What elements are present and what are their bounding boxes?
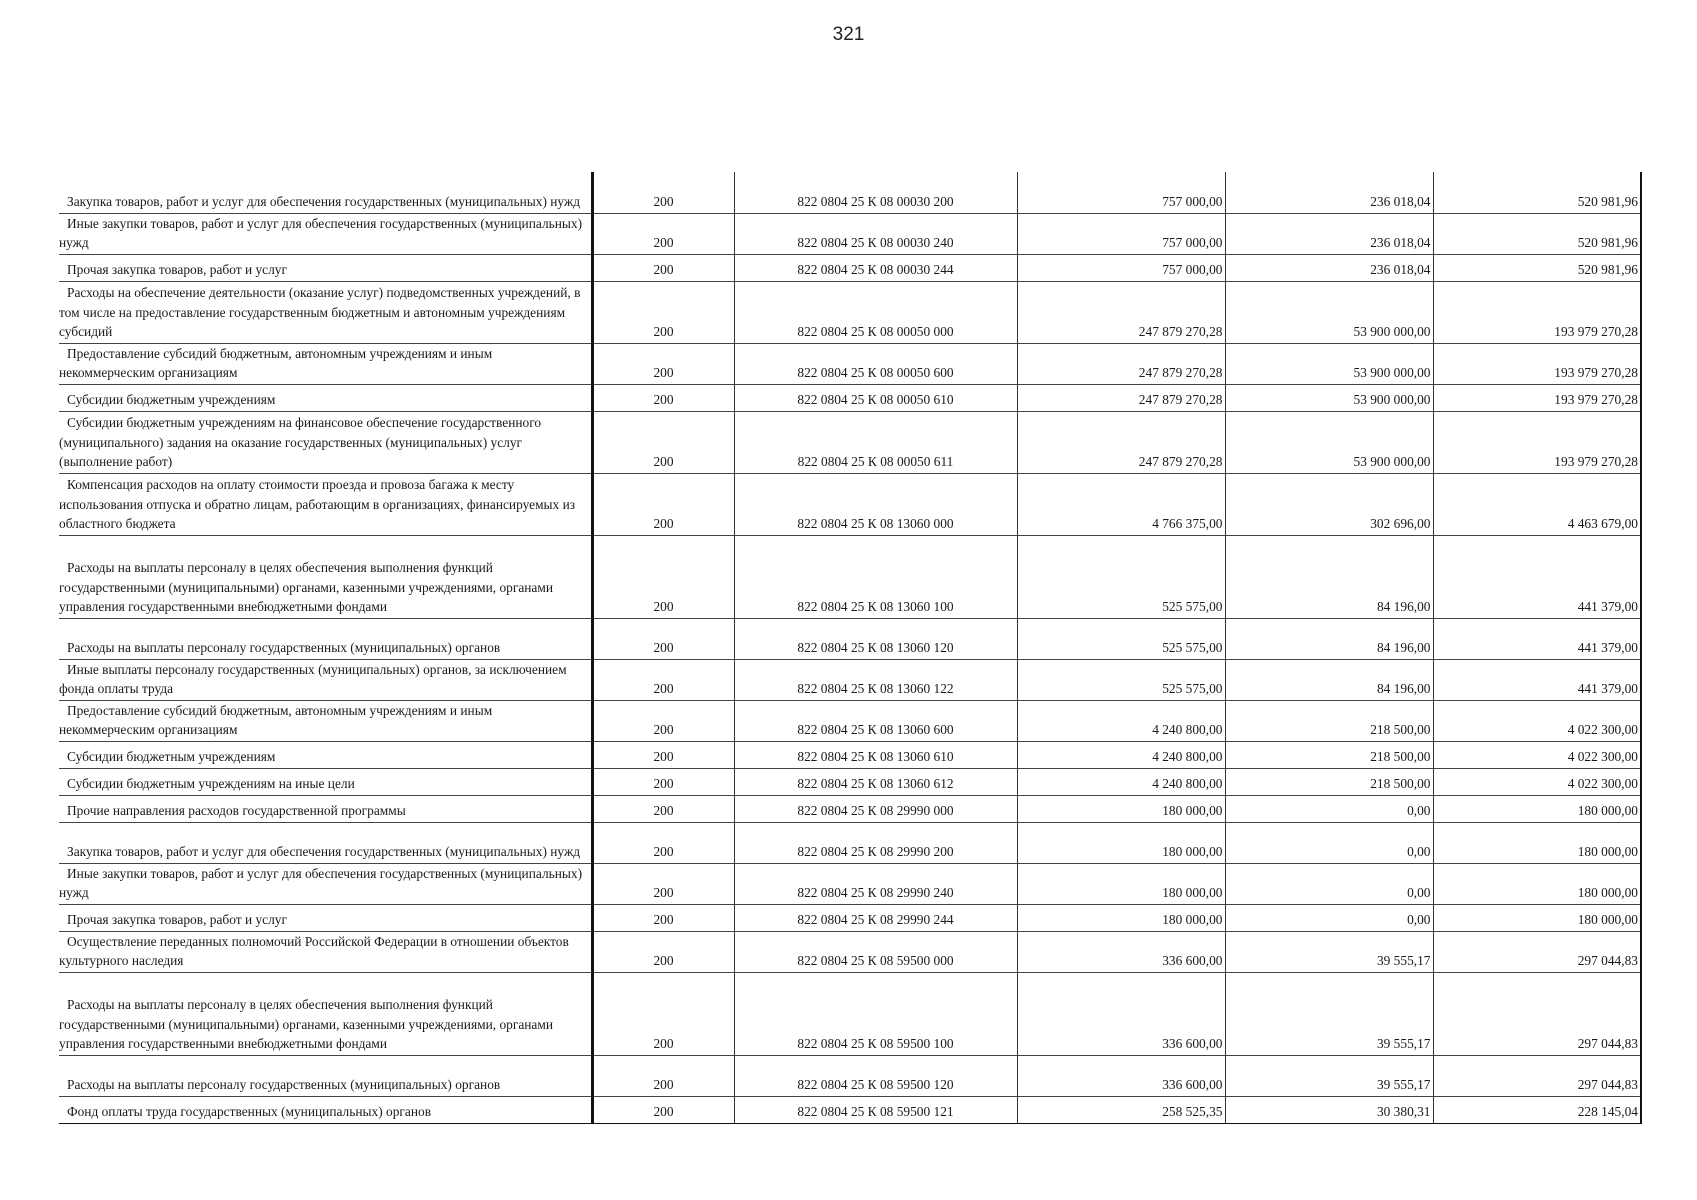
row-approved-cell: 180 000,00 xyxy=(1017,822,1225,863)
row-kbk-cell: 822 0804 25 К 08 29990 000 xyxy=(734,795,1017,822)
row-unexecuted-cell: 297 044,83 xyxy=(1433,931,1641,972)
table-row xyxy=(59,904,1641,931)
row-kbk-cell: 822 0804 25 К 08 00050 611 xyxy=(734,411,1017,473)
row-code-cell: 200 xyxy=(592,172,734,213)
row-approved-cell: 525 575,00 xyxy=(1017,659,1225,700)
row-code-cell: 200 xyxy=(592,384,734,411)
row-unexecuted-cell: 297 044,83 xyxy=(1433,1055,1641,1096)
row-name-cell: Субсидии бюджетным учреждениям xyxy=(59,384,592,411)
row-executed-cell: 0,00 xyxy=(1225,822,1433,863)
row-code-cell: 200 xyxy=(592,1096,734,1123)
row-executed-cell: 236 018,04 xyxy=(1225,172,1433,213)
row-unexecuted-cell: 520 981,96 xyxy=(1433,254,1641,281)
row-executed-cell: 53 900 000,00 xyxy=(1225,384,1433,411)
row-approved-cell: 247 879 270,28 xyxy=(1017,411,1225,473)
table-row xyxy=(59,254,1641,281)
row-executed-cell: 53 900 000,00 xyxy=(1225,281,1433,343)
budget-execution-table xyxy=(59,172,1642,1124)
row-code-cell: 200 xyxy=(592,281,734,343)
row-approved-cell: 336 600,00 xyxy=(1017,1055,1225,1096)
row-name-cell: Расходы на выплаты персоналу государственных (муниципальных) органов xyxy=(59,618,592,659)
row-unexecuted-cell: 4 022 300,00 xyxy=(1433,768,1641,795)
row-code-cell: 200 xyxy=(592,473,734,535)
table-row xyxy=(59,741,1641,768)
row-code-cell: 200 xyxy=(592,863,734,904)
row-kbk-cell: 822 0804 25 К 08 59500 121 xyxy=(734,1096,1017,1123)
row-code-cell: 200 xyxy=(592,768,734,795)
row-executed-cell: 0,00 xyxy=(1225,904,1433,931)
row-code-cell: 200 xyxy=(592,972,734,1055)
row-code-cell: 200 xyxy=(592,213,734,254)
row-kbk-cell: 822 0804 25 К 08 13060 122 xyxy=(734,659,1017,700)
row-code-cell: 200 xyxy=(592,254,734,281)
row-approved-cell: 247 879 270,28 xyxy=(1017,384,1225,411)
row-kbk-cell: 822 0804 25 К 08 13060 610 xyxy=(734,741,1017,768)
row-approved-cell: 757 000,00 xyxy=(1017,254,1225,281)
row-executed-cell: 218 500,00 xyxy=(1225,700,1433,741)
row-name-cell: Расходы на выплаты персоналу государственных (муниципальных) органов xyxy=(59,1055,592,1096)
table-row xyxy=(59,1055,1641,1096)
table-row xyxy=(59,343,1641,384)
page-number: 321 xyxy=(832,24,865,45)
row-unexecuted-cell: 441 379,00 xyxy=(1433,659,1641,700)
table-row xyxy=(59,473,1641,535)
row-approved-cell: 4 240 800,00 xyxy=(1017,700,1225,741)
row-approved-cell: 247 879 270,28 xyxy=(1017,343,1225,384)
row-code-cell: 200 xyxy=(592,931,734,972)
row-approved-cell: 180 000,00 xyxy=(1017,904,1225,931)
row-kbk-cell: 822 0804 25 К 08 13060 000 xyxy=(734,473,1017,535)
row-name-cell: Предоставление субсидий бюджетным, автономным учреждениям и иным некоммерческим организациям xyxy=(59,700,592,741)
row-name-cell: Иные закупки товаров, работ и услуг для обеспечения государственных (муниципальных) нужд xyxy=(59,213,592,254)
row-approved-cell: 4 240 800,00 xyxy=(1017,741,1225,768)
row-kbk-cell: 822 0804 25 К 08 00050 610 xyxy=(734,384,1017,411)
row-executed-cell: 0,00 xyxy=(1225,863,1433,904)
table-row xyxy=(59,281,1641,343)
table-row xyxy=(59,213,1641,254)
row-approved-cell: 247 879 270,28 xyxy=(1017,281,1225,343)
row-kbk-cell: 822 0804 25 К 08 29990 244 xyxy=(734,904,1017,931)
row-approved-cell: 525 575,00 xyxy=(1017,618,1225,659)
row-name-cell: Прочая закупка товаров, работ и услуг xyxy=(59,904,592,931)
row-unexecuted-cell: 193 979 270,28 xyxy=(1433,411,1641,473)
row-code-cell: 200 xyxy=(592,343,734,384)
row-unexecuted-cell: 297 044,83 xyxy=(1433,972,1641,1055)
row-unexecuted-cell: 180 000,00 xyxy=(1433,904,1641,931)
row-unexecuted-cell: 180 000,00 xyxy=(1433,795,1641,822)
row-unexecuted-cell: 4 022 300,00 xyxy=(1433,700,1641,741)
table-row xyxy=(59,535,1641,618)
row-unexecuted-cell: 193 979 270,28 xyxy=(1433,281,1641,343)
row-kbk-cell: 822 0804 25 К 08 13060 120 xyxy=(734,618,1017,659)
row-name-cell: Иные выплаты персоналу государственных (муниципальных) органов, за исключением фонда оплаты труда xyxy=(59,659,592,700)
row-code-cell: 200 xyxy=(592,822,734,863)
row-unexecuted-cell: 228 145,04 xyxy=(1433,1096,1641,1123)
row-approved-cell: 180 000,00 xyxy=(1017,795,1225,822)
row-executed-cell: 236 018,04 xyxy=(1225,254,1433,281)
row-kbk-cell: 822 0804 25 К 08 00050 600 xyxy=(734,343,1017,384)
row-code-cell: 200 xyxy=(592,700,734,741)
table-body xyxy=(59,172,1641,1123)
table-row xyxy=(59,972,1641,1055)
table-row xyxy=(59,863,1641,904)
row-executed-cell: 84 196,00 xyxy=(1225,618,1433,659)
row-name-cell: Закупка товаров, работ и услуг для обеспечения государственных (муниципальных) нужд xyxy=(59,822,592,863)
table-row xyxy=(59,768,1641,795)
row-name-cell: Иные закупки товаров, работ и услуг для обеспечения государственных (муниципальных) нужд xyxy=(59,863,592,904)
row-approved-cell: 525 575,00 xyxy=(1017,535,1225,618)
row-approved-cell: 4 766 375,00 xyxy=(1017,473,1225,535)
row-kbk-cell: 822 0804 25 К 08 00050 000 xyxy=(734,281,1017,343)
row-executed-cell: 39 555,17 xyxy=(1225,931,1433,972)
table-row xyxy=(59,931,1641,972)
row-code-cell: 200 xyxy=(592,535,734,618)
row-executed-cell: 39 555,17 xyxy=(1225,972,1433,1055)
row-approved-cell: 757 000,00 xyxy=(1017,213,1225,254)
row-name-cell: Расходы на обеспечение деятельности (оказание услуг) подведомственных учреждений, в том числе на предоставление государственным бюджетным и автономным учреждениям субсидий xyxy=(59,281,592,343)
row-name-cell: Прочая закупка товаров, работ и услуг xyxy=(59,254,592,281)
table-row xyxy=(59,172,1641,213)
row-kbk-cell: 822 0804 25 К 08 13060 100 xyxy=(734,535,1017,618)
row-name-cell: Прочие направления расходов государственной программы xyxy=(59,795,592,822)
row-code-cell: 200 xyxy=(592,618,734,659)
row-unexecuted-cell: 4 463 679,00 xyxy=(1433,473,1641,535)
row-name-cell: Субсидии бюджетным учреждениям xyxy=(59,741,592,768)
row-approved-cell: 258 525,35 xyxy=(1017,1096,1225,1123)
table-row xyxy=(59,618,1641,659)
row-executed-cell: 218 500,00 xyxy=(1225,741,1433,768)
row-unexecuted-cell: 180 000,00 xyxy=(1433,822,1641,863)
row-name-cell: Субсидии бюджетным учреждениям на иные цели xyxy=(59,768,592,795)
row-name-cell: Расходы на выплаты персоналу в целях обеспечения выполнения функций государственными (муниципальными) органами, казенными учреждениями, органами управления государственными внебюджетными фондами xyxy=(59,535,592,618)
table-row xyxy=(59,795,1641,822)
row-approved-cell: 180 000,00 xyxy=(1017,863,1225,904)
row-code-cell: 200 xyxy=(592,904,734,931)
row-code-cell: 200 xyxy=(592,1055,734,1096)
row-code-cell: 200 xyxy=(592,741,734,768)
row-approved-cell: 336 600,00 xyxy=(1017,931,1225,972)
row-executed-cell: 84 196,00 xyxy=(1225,659,1433,700)
row-executed-cell: 53 900 000,00 xyxy=(1225,343,1433,384)
row-code-cell: 200 xyxy=(592,795,734,822)
row-executed-cell: 53 900 000,00 xyxy=(1225,411,1433,473)
row-kbk-cell: 822 0804 25 К 08 13060 612 xyxy=(734,768,1017,795)
row-executed-cell: 39 555,17 xyxy=(1225,1055,1433,1096)
row-kbk-cell: 822 0804 25 К 08 29990 240 xyxy=(734,863,1017,904)
row-name-cell: Расходы на выплаты персоналу в целях обеспечения выполнения функций государственными (муниципальными) органами, казенными учреждениями, органами управления государственными внебюджетными фондами xyxy=(59,972,592,1055)
row-executed-cell: 30 380,31 xyxy=(1225,1096,1433,1123)
table-row xyxy=(59,411,1641,473)
row-approved-cell: 4 240 800,00 xyxy=(1017,768,1225,795)
row-kbk-cell: 822 0804 25 К 08 59500 100 xyxy=(734,972,1017,1055)
row-unexecuted-cell: 193 979 270,28 xyxy=(1433,343,1641,384)
row-executed-cell: 236 018,04 xyxy=(1225,213,1433,254)
row-name-cell: Компенсация расходов на оплату стоимости проезда и провоза багажа к месту использования отпуска и обратно лицам, работающим в организациях, финансируемых из областного бюджета xyxy=(59,473,592,535)
row-code-cell: 200 xyxy=(592,411,734,473)
row-name-cell: Закупка товаров, работ и услуг для обеспечения государственных (муниципальных) нужд xyxy=(59,172,592,213)
row-name-cell: Предоставление субсидий бюджетным, автономным учреждениям и иным некоммерческим организациям xyxy=(59,343,592,384)
row-name-cell: Осуществление переданных полномочий Российской Федерации в отношении объектов культурного наследия xyxy=(59,931,592,972)
row-approved-cell: 757 000,00 xyxy=(1017,172,1225,213)
row-unexecuted-cell: 520 981,96 xyxy=(1433,172,1641,213)
row-kbk-cell: 822 0804 25 К 08 59500 120 xyxy=(734,1055,1017,1096)
row-unexecuted-cell: 441 379,00 xyxy=(1433,535,1641,618)
row-name-cell: Фонд оплаты труда государственных (муниципальных) органов xyxy=(59,1096,592,1123)
row-kbk-cell: 822 0804 25 К 08 00030 240 xyxy=(734,213,1017,254)
row-kbk-cell: 822 0804 25 К 08 59500 000 xyxy=(734,931,1017,972)
row-unexecuted-cell: 4 022 300,00 xyxy=(1433,741,1641,768)
row-executed-cell: 84 196,00 xyxy=(1225,535,1433,618)
row-kbk-cell: 822 0804 25 К 08 29990 200 xyxy=(734,822,1017,863)
table-row xyxy=(59,659,1641,700)
row-unexecuted-cell: 193 979 270,28 xyxy=(1433,384,1641,411)
row-kbk-cell: 822 0804 25 К 08 13060 600 xyxy=(734,700,1017,741)
row-unexecuted-cell: 520 981,96 xyxy=(1433,213,1641,254)
row-executed-cell: 302 696,00 xyxy=(1225,473,1433,535)
row-code-cell: 200 xyxy=(592,659,734,700)
row-approved-cell: 336 600,00 xyxy=(1017,972,1225,1055)
row-name-cell: Субсидии бюджетным учреждениям на финансовое обеспечение государственного (муниципального) задания на оказание государственных (муниципальных) услуг (выполнение работ) xyxy=(59,411,592,473)
table-row xyxy=(59,822,1641,863)
table-row xyxy=(59,700,1641,741)
row-executed-cell: 218 500,00 xyxy=(1225,768,1433,795)
row-unexecuted-cell: 441 379,00 xyxy=(1433,618,1641,659)
row-executed-cell: 0,00 xyxy=(1225,795,1433,822)
table-row xyxy=(59,1096,1641,1123)
table-row xyxy=(59,384,1641,411)
row-unexecuted-cell: 180 000,00 xyxy=(1433,863,1641,904)
row-kbk-cell: 822 0804 25 К 08 00030 244 xyxy=(734,254,1017,281)
row-kbk-cell: 822 0804 25 К 08 00030 200 xyxy=(734,172,1017,213)
